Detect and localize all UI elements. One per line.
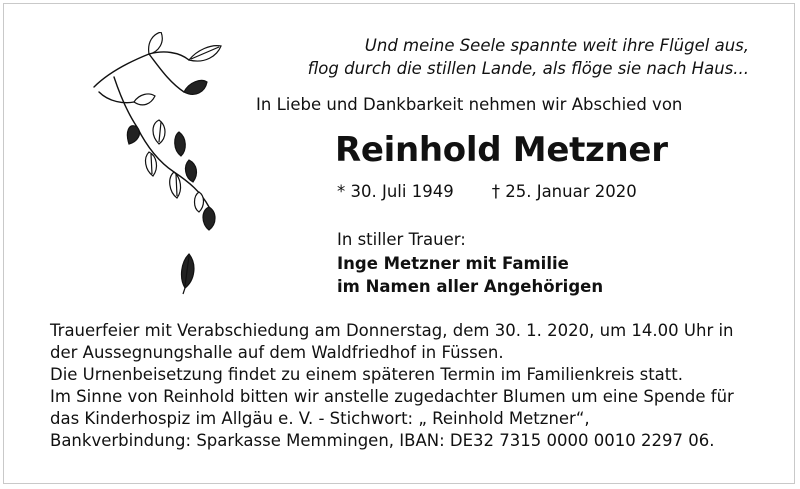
mourners-intro: In stiller Trauer: — [337, 230, 466, 249]
info-line: Im Sinne von Reinhold bitten wir anstelle zugedachter Blumen um eine Spende für — [50, 387, 734, 406]
birth-date: * 30. Juli 1949 — [337, 182, 454, 201]
birch-branch-leaves-icon — [89, 32, 239, 302]
obituary-card — [3, 3, 795, 484]
mourners-block — [337, 228, 603, 299]
info-line: Die Urnenbeisetzung findet zu einem späteren Termin im Familienkreis statt. — [50, 365, 683, 384]
poem-quote — [308, 34, 749, 80]
info-line: Trauerfeier mit Verabschiedung am Donnerstag, dem 30. 1. 2020, um 14.00 Uhr in — [50, 321, 734, 340]
mourners-family: Inge Metzner mit Familie — [337, 253, 569, 273]
info-line: Bankverbindung: Sparkasse Memmingen, IBAN: DE32 7315 0000 0010 2297 06. — [50, 431, 715, 450]
poem-line-1: Und meine Seele spannte weit ihre Flügel aus, — [364, 36, 749, 55]
farewell-text: In Liebe und Dankbarkeit nehmen wir Abschied von — [256, 95, 683, 114]
info-line: der Aussegnungshalle auf dem Waldfriedhof in Füssen. — [50, 343, 504, 362]
deceased-name: Reinhold Metzner — [335, 130, 668, 170]
info-line: das Kinderhospiz im Allgäu e. V. - Stichwort: „ Reinhold Metzner“, — [50, 409, 590, 428]
death-date: † 25. Januar 2020 — [491, 182, 637, 201]
poem-line-2: flog durch die stillen Lande, als flöge sie nach Haus... — [307, 59, 749, 78]
life-dates — [337, 181, 637, 203]
service-information — [50, 320, 734, 452]
mourners-relatives: im Namen aller Angehörigen — [337, 277, 604, 296]
